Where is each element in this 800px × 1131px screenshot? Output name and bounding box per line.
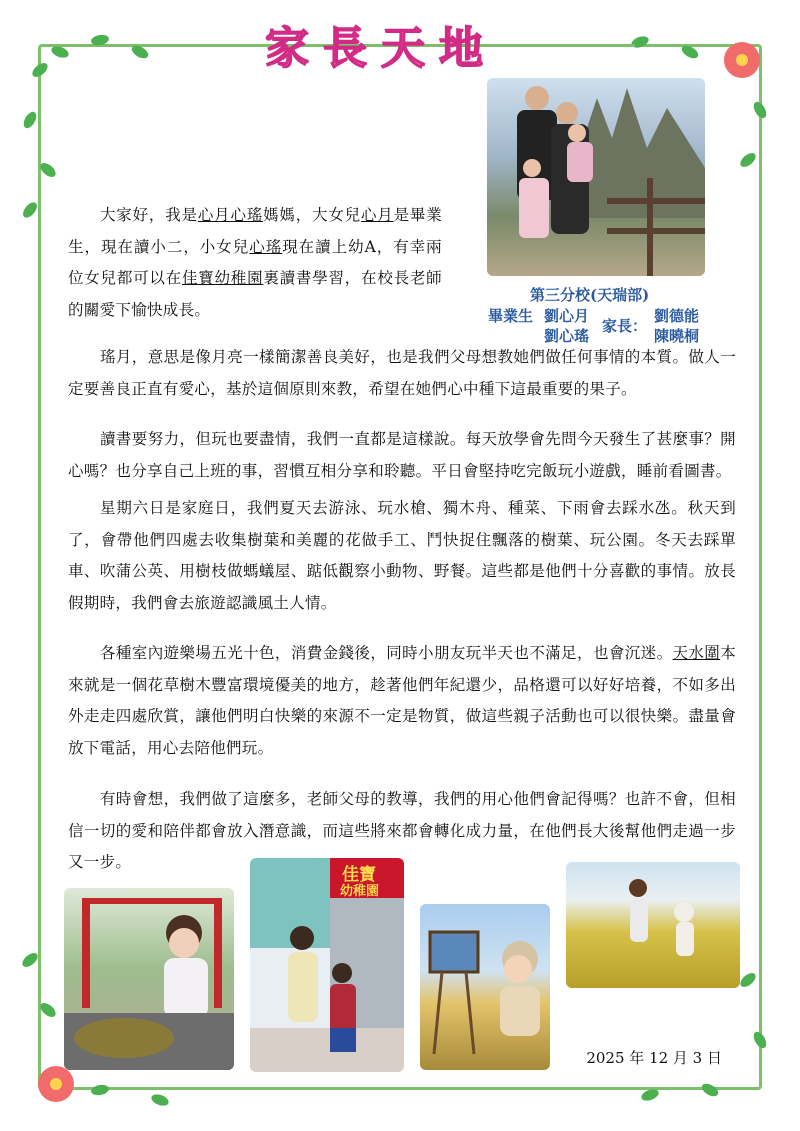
caption-graduate-name-2: 劉心瑤 [544,327,590,345]
photo-rice-field [566,862,740,988]
footer-date: 2025 年 12 月 3 日 [586,1049,722,1067]
caption-graduate-label: 畢業生 [488,307,534,325]
caption-graduate-name-1: 劉心月 [544,307,590,325]
school-name: 佳寶幼稚園 [181,269,264,287]
paragraph-6: 有時會想，我們做了這麼多，老師父母的教導，我們的用心他們會記得嗎？也許不會，但相信一切的愛和陪伴都會放入潛意識，而這些將來都會轉化成力量，在他們長大後幫他們走過一步又一步。 [68,790,736,871]
intro-paragraph [68,200,442,326]
paragraph-5-text: 各種室內遊樂場五光十色，消費金錢後，同時小朋友玩半天也不滿足，也會沉迷。 [100,644,673,662]
kindergarten-sign-brand: 佳寶 [342,865,376,885]
child-name-elder: 心月 [360,206,394,224]
caption-parent-name-2: 陳曉桐 [654,327,700,345]
family-photo [487,78,705,276]
photo-playground [64,888,234,1070]
child-names: 心月心瑤 [197,206,264,224]
intro-text: 現在讀上幼A，有幸兩位女兒都可以在 [68,237,442,287]
place-name: 天水圍 [672,644,721,662]
photo-painting [420,904,550,1070]
caption-school: 第三分校(天瑞部) [530,286,650,304]
paragraph-3: 讀書要努力，但玩也要盡情，我們一直都是這樣說。每天放學會先問今天發生了甚麼事？開心嗎？也分享自己上班的事，習慣互相分享和聆聽。平日會堅持吃完飯玩小遊戲，睡前看圖書。 [68,430,736,480]
paragraph-2: 瑤月，意思是像月亮一樣簡潔善良美好，也是我們父母想教她們做任何事情的本質。做人一定要善良正直有愛心，基於這個原則來教，希望在她們心中種下這最重要的果子。 [68,348,736,398]
caption-parent-name-1: 劉德能 [654,307,700,325]
photo-kindergarten-entrance [250,858,404,1072]
intro-text: 是畢業生，現在讀小二，小女兒 [68,206,442,256]
paragraph-5 [68,638,736,764]
intro-text: 大家好，我是 [100,206,198,224]
page-title: 家長天地 [265,23,497,74]
caption-parent-label: 家長： [602,317,648,335]
kindergarten-sign-sub: 幼稚園 [340,884,380,899]
child-name-younger: 心瑤 [249,237,283,256]
paragraph-4: 星期六日是家庭日，我們夏天去游泳、玩水槍、獨木舟、種菜、下雨會去踩水氹。秋天到了，會帶他們四處去收集樹葉和美麗的花做手工、鬥快捉住飄落的樹葉、玩公園。冬天去踩單車、吹蒲公英、用樹枝做螞蟻屋、踮低觀察小動物、野餐。這些都是他們十分喜歡的事情。放長假期時，我們會去旅遊認識風土人情。 [68,499,736,612]
title-line-left [170,44,262,47]
intro-text: 裏讀書學習，在校長老師的關愛下愉快成長。 [68,269,442,319]
title-line-right [525,44,635,47]
intro-text: 媽媽，大女兒 [263,206,361,224]
paragraph-5-text: 本來就是一個花草樹木豐富環境優美的地方，趁著他們年紀還少，品格還可以好好培養，不如多出外走走四處欣賞，讓他們明白快樂的來源不一定是物質，做這些親子活動也可以很快樂。盡量會放下電話，用心去陪他們玩。 [68,644,736,757]
